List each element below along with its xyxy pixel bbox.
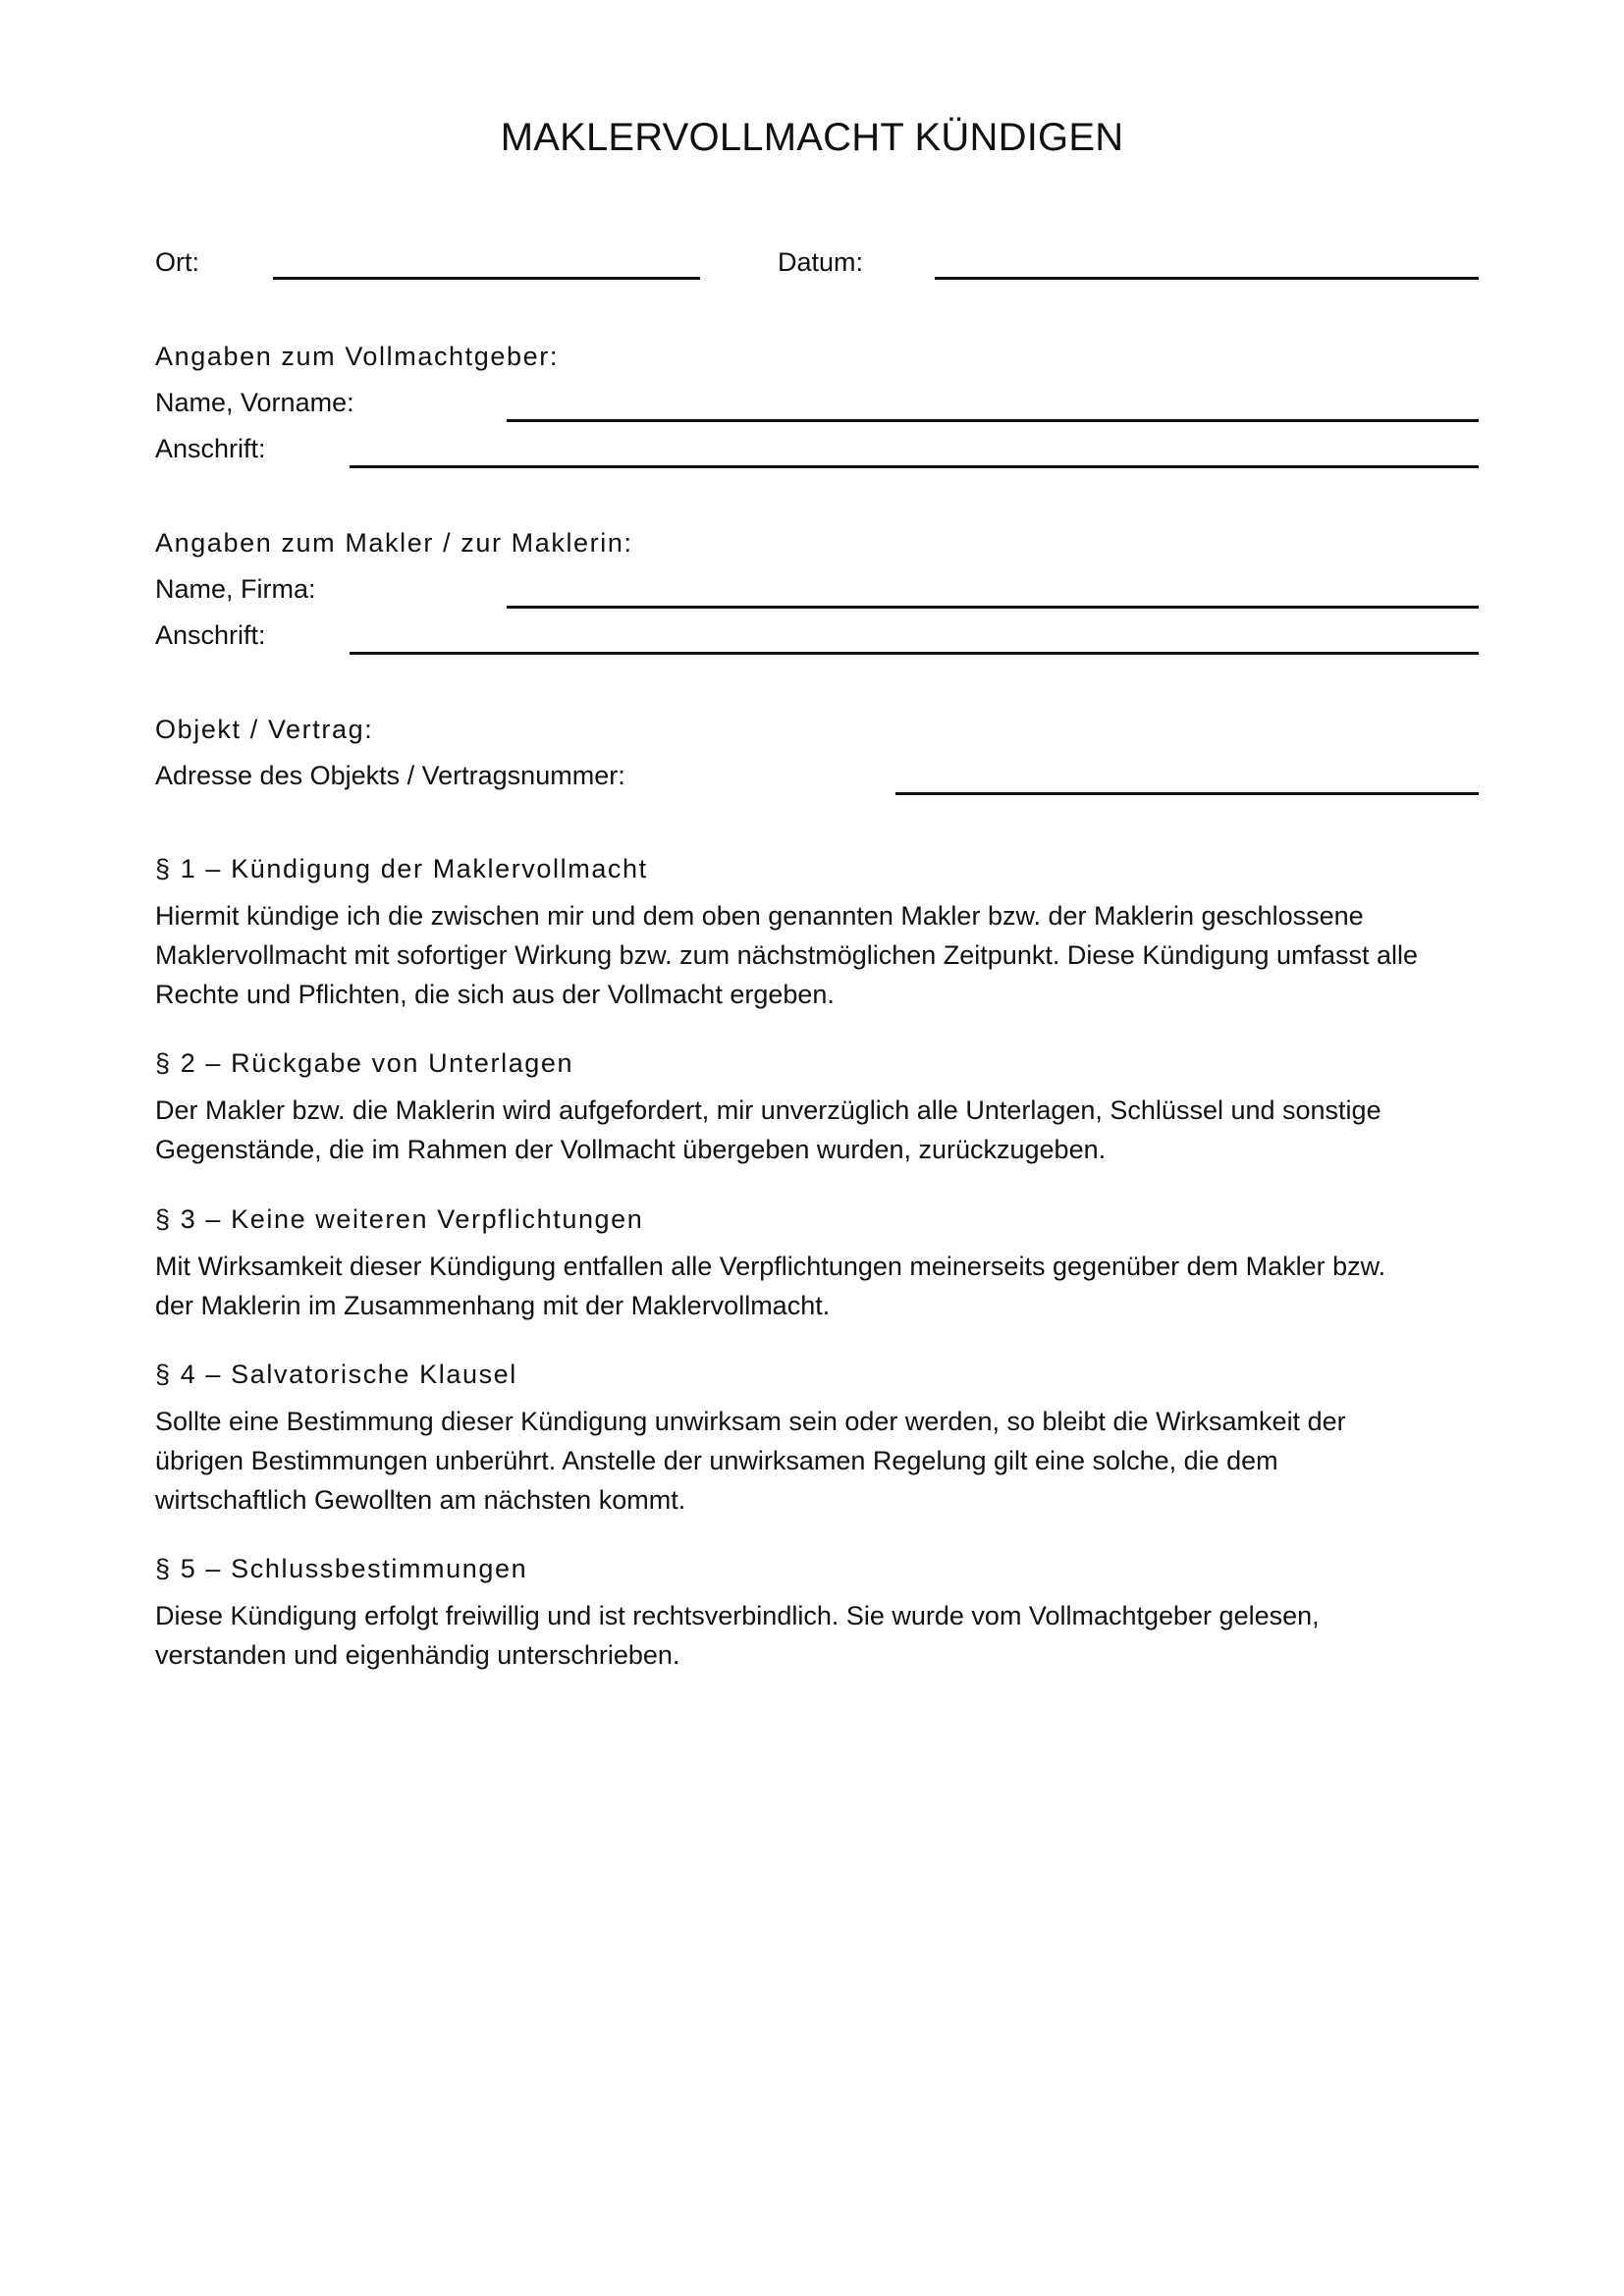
section-4-line: Sollte eine Bestimmung dieser Kündigung unwirksam sein oder werden, so bleibt die Wirksamkeit der <box>155 1407 1346 1436</box>
section-3-heading: § 3 – Keine weiteren Verpflichtungen <box>155 1204 644 1234</box>
section-1-heading: § 1 – Kündigung der Maklervollmacht <box>155 854 648 883</box>
section-3-line: Mit Wirksamkeit dieser Kündigung entfallen alle Verpflichtungen meinerseits gegenüber dem Makler bzw. <box>155 1252 1386 1281</box>
section-2-line: Der Makler bzw. die Maklerin wird aufgefordert, mir unverzüglich alle Unterlagen, Schlüssel und sonstige <box>155 1095 1381 1125</box>
vollmachtgeber-name-field-line[interactable] <box>507 419 1479 422</box>
makler-heading: Angaben zum Makler / zur Maklerin: <box>155 528 633 558</box>
vollmachtgeber-heading: Angaben zum Vollmachtgeber: <box>155 342 559 371</box>
makler-address-field-line[interactable] <box>350 652 1479 655</box>
makler-name-label: Name, Firma: <box>155 574 316 604</box>
ort-field-line[interactable] <box>273 277 700 280</box>
vollmachtgeber-address-field-line[interactable] <box>350 465 1479 468</box>
makler-name-field-line[interactable] <box>507 606 1479 609</box>
objekt-address-label: Adresse des Objekts / Vertragsnummer: <box>155 761 625 790</box>
section-2-line: Gegenstände, die im Rahmen der Vollmacht übergeben wurden, zurückzugeben. <box>155 1135 1107 1164</box>
section-3-line: der Maklerin im Zusammenhang mit der Maklervollmacht. <box>155 1291 831 1320</box>
section-5-heading: § 5 – Schlussbestimmungen <box>155 1554 528 1583</box>
section-5-line: Diese Kündigung erfolgt freiwillig und ist rechtsverbindlich. Sie wurde vom Vollmachtgeber gelesen, <box>155 1601 1320 1630</box>
section-1-line: Hiermit kündige ich die zwischen mir und dem oben genannten Makler bzw. der Maklerin geschlossene <box>155 901 1364 931</box>
section-1-line: Rechte und Pflichten, die sich aus der Vollmacht ergeben. <box>155 980 835 1009</box>
section-1-line: Maklervollmacht mit sofortiger Wirkung bzw. zum nächstmöglichen Zeitpunkt. Diese Kündigung umfasst alle <box>155 940 1419 970</box>
makler-address-label: Anschrift: <box>155 620 266 650</box>
section-4-line: übrigen Bestimmungen unberührt. Anstelle der unwirksamen Regelung gilt eine solche, die dem <box>155 1446 1278 1475</box>
datum-field-line[interactable] <box>935 277 1479 280</box>
vollmachtgeber-name-label: Name, Vorname: <box>155 388 354 417</box>
section-4-line: wirtschaftlich Gewollten am nächsten kommt. <box>155 1485 686 1515</box>
vollmachtgeber-address-label: Anschrift: <box>155 434 266 463</box>
section-5-line: verstanden und eigenhändig unterschrieben. <box>155 1640 680 1670</box>
objekt-address-field-line[interactable] <box>895 792 1479 795</box>
ort-label: Ort: <box>155 247 199 277</box>
section-2-heading: § 2 – Rückgabe von Unterlagen <box>155 1048 574 1078</box>
objekt-heading: Objekt / Vertrag: <box>155 715 374 744</box>
section-4-heading: § 4 – Salvatorische Klausel <box>155 1360 517 1389</box>
datum-label: Datum: <box>778 247 864 277</box>
document-title: MAKLERVOLLMACHT KÜNDIGEN <box>500 116 1124 159</box>
